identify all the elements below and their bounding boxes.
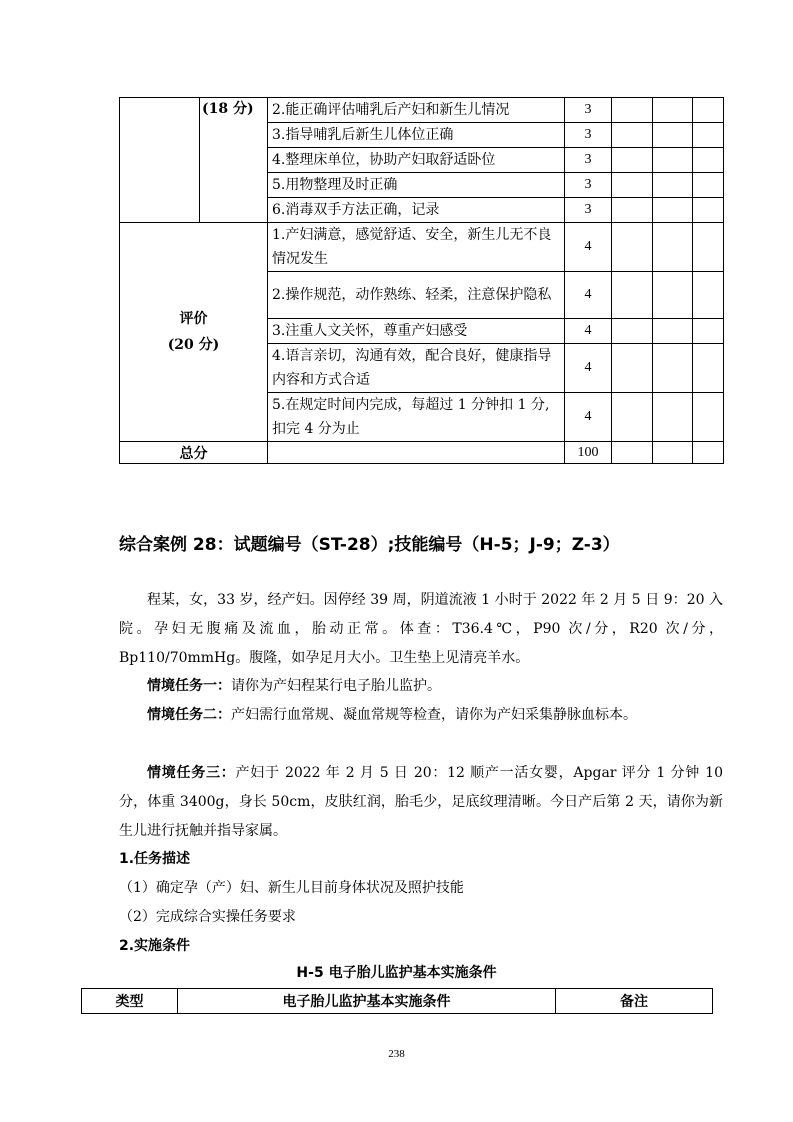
section-1-item-1: （1）确定孕（产）妇、新生儿目前身体状况及照护技能: [119, 880, 464, 896]
task-1: [119, 672, 723, 701]
page-number: 238: [388, 1048, 405, 1060]
task-2: [119, 701, 723, 730]
evaluation-category: [120, 223, 268, 442]
task-2-text: 产妇需行血常规、凝血常规等检查，请你为产妇采集静脉血标本。: [231, 707, 637, 723]
item-text: 4.语言亲切，沟通有效，配合良好，健康指导内容和方式合适: [268, 344, 565, 393]
item-text: 2.操作规范，动作熟练、轻柔，注意保护隐私: [268, 272, 565, 319]
item-text: 1.产妇满意，感觉舒适、安全，新生儿无不良情况发生: [268, 223, 565, 272]
total-label: 总分: [120, 442, 268, 464]
item-score: 4: [565, 272, 612, 319]
table-row: [120, 223, 724, 272]
item-text: 6.消毒双手方法正确，记录: [268, 198, 565, 223]
evaluation-label: 评价: [179, 311, 208, 327]
condition-table-caption: H-5 电子胎儿监护基本实施条件: [296, 965, 497, 981]
task-3-label: 情境任务三：: [147, 765, 236, 781]
case-heading: 综合案例 28：试题编号（ST-28）;技能编号（H-5；J-9；Z-3）: [119, 535, 620, 555]
item-text: 2.能正确评估哺乳后产妇和新生儿情况: [268, 98, 565, 123]
item-text: 5.用物整理及时正确: [268, 173, 565, 198]
category-cell-empty: [120, 98, 200, 223]
task-1-text: 请你为产妇程某行电子胎儿监护。: [231, 678, 441, 694]
task-3: [119, 759, 723, 846]
table-row: [120, 98, 724, 123]
item-text: 4.整理床单位，协助产妇取舒适卧位: [268, 148, 565, 173]
condition-table: [81, 988, 713, 1014]
column-header-conditions: 电子胎儿监护基本实施条件: [178, 989, 556, 1014]
item-score: 4: [565, 344, 612, 393]
item-score: 3: [565, 173, 612, 198]
condition-table-header-row: [82, 989, 713, 1014]
item-score: 3: [565, 123, 612, 148]
task-2-label: 情境任务二：: [147, 707, 231, 723]
subcategory-points: (18 分): [200, 98, 268, 223]
section-1-title: 1.任务描述: [119, 851, 191, 867]
item-score: 4: [565, 223, 612, 272]
total-row: [120, 442, 724, 464]
task-1-label: 情境任务一：: [147, 678, 231, 694]
section-2-title: 2.实施条件: [119, 938, 191, 954]
total-score: 100: [565, 442, 612, 464]
task-3-text: 产妇于 2022 年 2 月 5 日 20：12 顺产一活女婴，Apgar 评分 1 分钟 10 分，体重 3400g，身长 50cm，皮肤红润，胎毛少，足底纹理清晰。今日产后第 2 天，请你为新生儿进行抚触并指导家属。: [119, 765, 723, 839]
column-header-remarks: 备注: [556, 989, 713, 1014]
item-score: 4: [565, 319, 612, 344]
grading-table: [119, 97, 724, 464]
item-score: 3: [565, 98, 612, 123]
case-intro: 程某，女，33 岁，经产妇。因停经 39 周，阴道流液 1 小时于 2022 年 2 月 5 日 9：20 入院。孕妇无腹痛及流血，胎动正常。体查：T36.4℃，P90 次/分，R20 次/分，Bp110/70mmHg。腹隆，如孕足月大小。卫生垫上见清亮羊水。: [119, 592, 723, 666]
item-score: 3: [565, 198, 612, 223]
item-text: 5.在规定时间内完成，每超过 1 分钟扣 1 分,扣完 4 分为止: [268, 393, 565, 442]
item-score: 4: [565, 393, 612, 442]
evaluation-points: (20 分): [167, 337, 220, 353]
column-header-type: 类型: [82, 989, 178, 1014]
item-score: 3: [565, 148, 612, 173]
item-text: 3.指导哺乳后新生儿体位正确: [268, 123, 565, 148]
item-text: 3.注重人文关怀，尊重产妇感受: [268, 319, 565, 344]
section-1-item-2: （2）完成综合实操任务要求: [119, 909, 296, 925]
